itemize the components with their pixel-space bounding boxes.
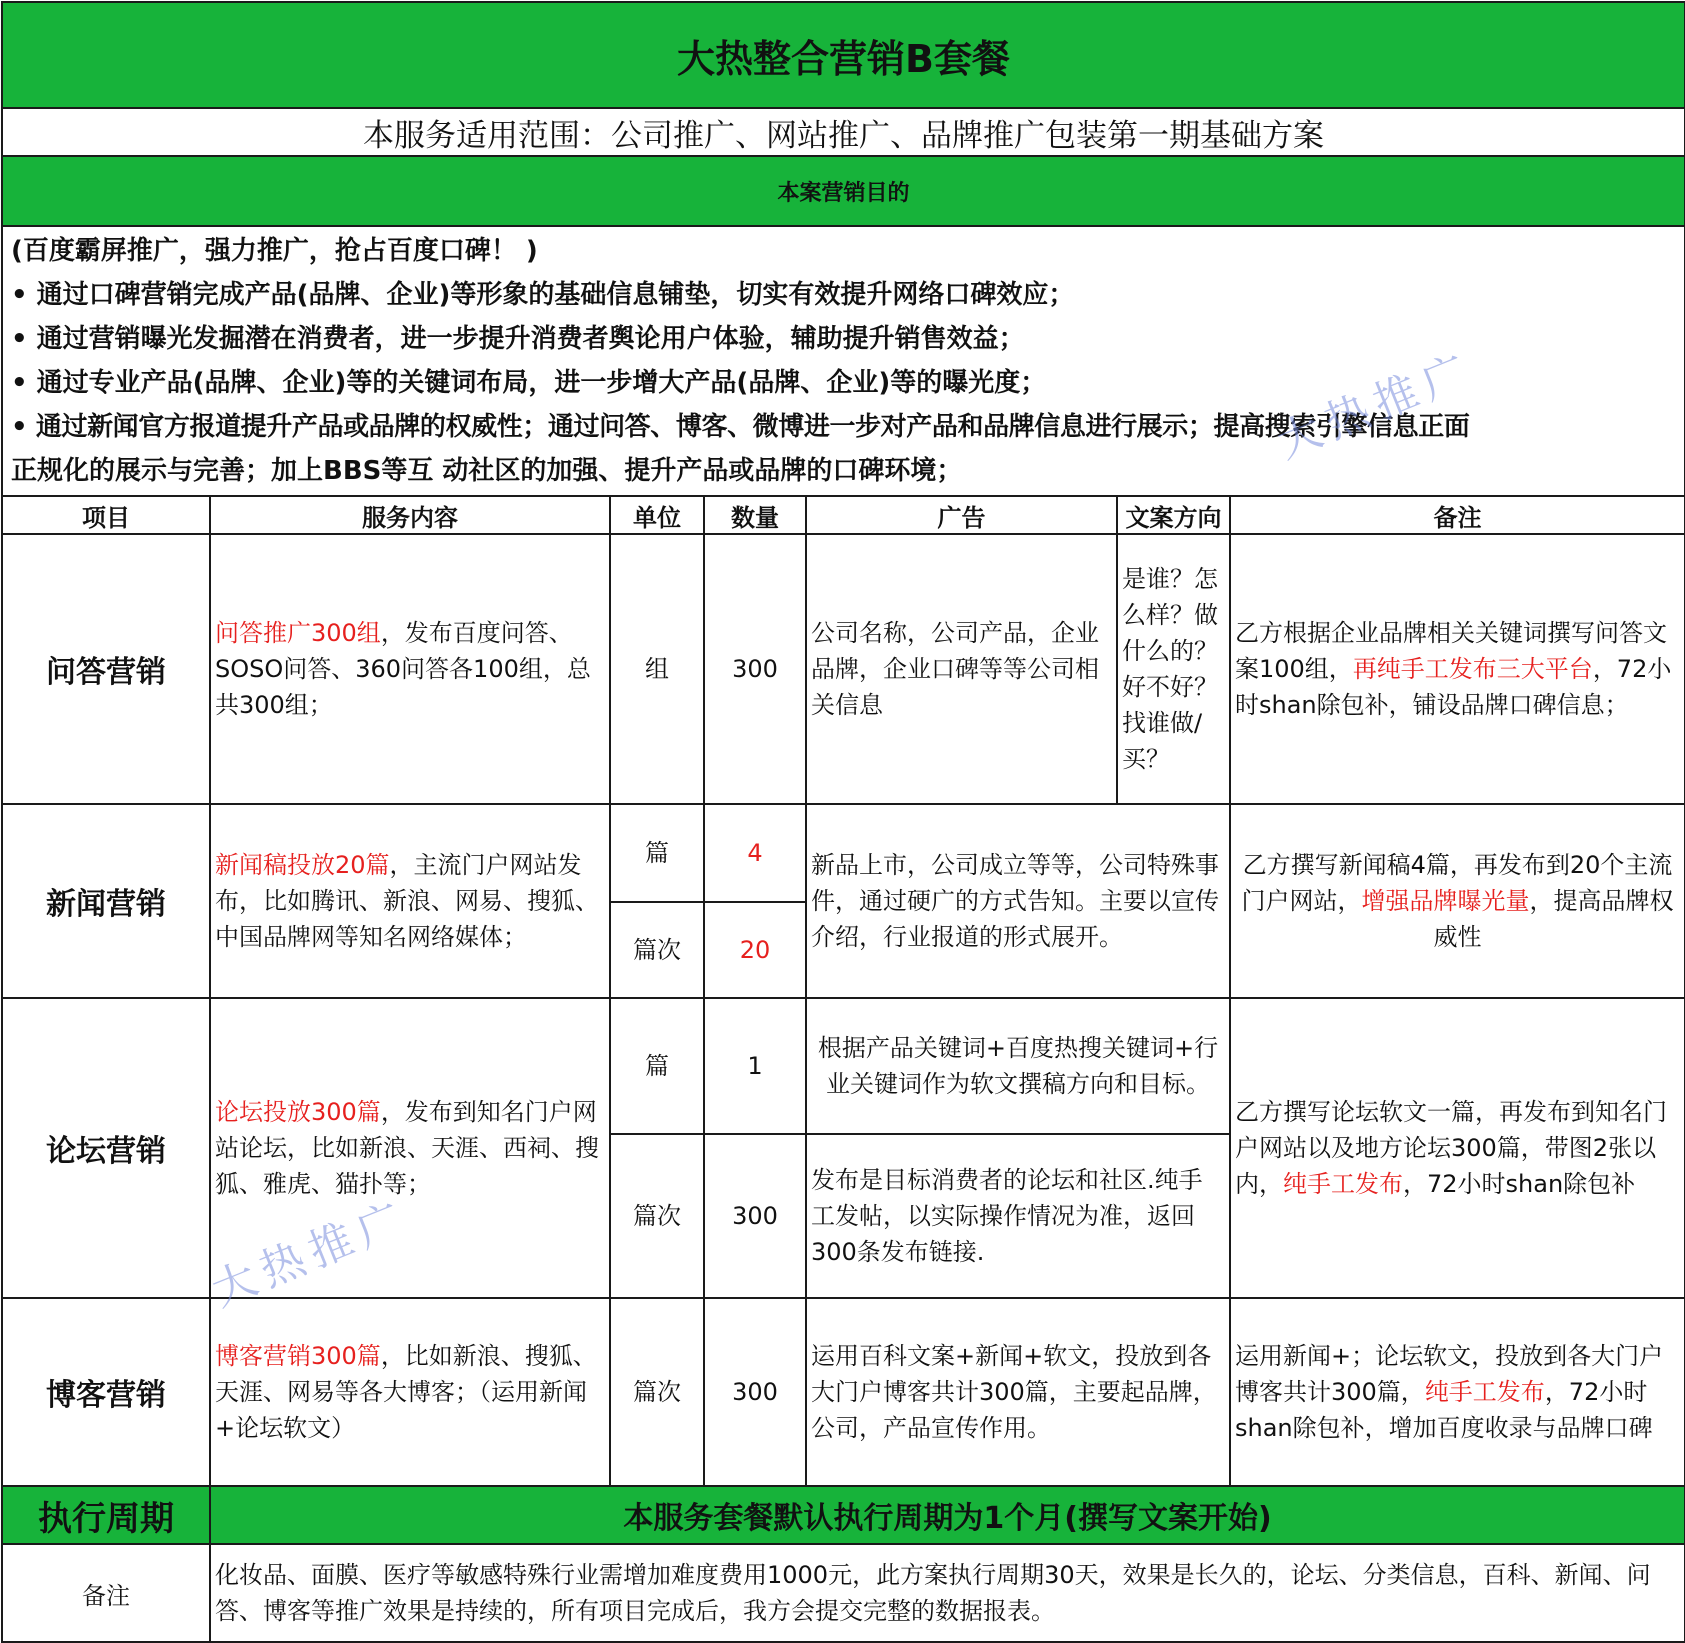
note-text: ，提高品牌权威性 (1433, 887, 1674, 951)
marketing-goals (2, 226, 1685, 496)
highlight-text: 纯手工发布 (1283, 1170, 1403, 1198)
remark-label: 备注 (2, 1544, 210, 1642)
header-item: 项目 (2, 496, 210, 534)
service-content (210, 534, 610, 804)
item-name: 论坛营销 (2, 998, 210, 1298)
highlight-text: 博客营销300篇 (215, 1342, 381, 1370)
qty-cell: 300 (704, 534, 806, 804)
ad-cell: 新品上市，公司成立等等，公司特殊事件，通过硬广的方式告知。主要以宣传介绍，行业报道的形式展开。 (806, 804, 1230, 998)
header-ad: 广告 (806, 496, 1117, 534)
ad-cell: 公司名称，公司产品，企业品牌，企业口碑等等公司相关信息 (806, 534, 1117, 804)
unit-cell: 篇 (610, 998, 704, 1134)
item-name: 新闻营销 (2, 804, 210, 998)
period-text: 本服务套餐默认执行周期为1个月(撰写文案开始) (210, 1486, 1685, 1544)
qty-cell: 4 (704, 804, 806, 902)
content-text: ，发布百度问答、SOSO问答、360问答各100组，总共300组； (215, 619, 591, 719)
item-name: 博客营销 (2, 1298, 210, 1486)
header-content: 服务内容 (210, 496, 610, 534)
header-qty: 数量 (704, 496, 806, 534)
ad-cell: 发布是目标消费者的论坛和社区.纯手工发帖，以实际操作情况为准，返回300条发布链接. (806, 1134, 1230, 1298)
header-copy: 文案方向 (1117, 496, 1230, 534)
unit-cell: 篇次 (610, 1134, 704, 1298)
goal-line: 正规化的展示与完善；加上BBS等互 动社区的加强、提升产品或品牌的口碑环境； (11, 456, 963, 486)
page-title: 大热整合营销B套餐 (2, 2, 1685, 108)
unit-cell: 篇 (610, 804, 704, 902)
period-label: 执行周期 (2, 1486, 210, 1544)
highlight-text: 问答推广300组 (215, 619, 381, 647)
goal-line: • 通过新闻官方报道提升产品或品牌的权威性；通过问答、博客、微博进一步对产品和品牌信息进行展示；提高搜索引擎信息正面 (11, 412, 1470, 442)
goal-header: 本案营销目的 (2, 156, 1685, 226)
service-content (210, 804, 610, 998)
ad-cell: 运用百科文案+新闻+软文，投放到各大门户博客共计300篇，主要起品牌，公司，产品宣传作用。 (806, 1298, 1230, 1486)
table-row-news (2, 804, 1685, 902)
header-unit: 单位 (610, 496, 704, 534)
note-cell (1230, 998, 1685, 1298)
goal-line: • 通过专业产品(品牌、企业)等的关键词布局，进一步增大产品(品牌、企业)等的曝光度； (11, 368, 1047, 398)
watermark: 大热推广 (1269, 343, 1482, 469)
header-note: 备注 (1230, 496, 1685, 534)
note-text: 乙方撰写论坛软文一篇，再发布到知名门户网站以及地方论坛300篇，带图2张以内， (1235, 1098, 1667, 1198)
goal-line: • 通过口碑营销完成产品(品牌、企业)等形象的基础信息铺垫，切实有效提升网络口碑效应； (11, 280, 1075, 310)
qty-cell: 300 (704, 1134, 806, 1298)
highlight-text: 纯手工发布 (1424, 1378, 1545, 1406)
note-text: ，72小时shan除包补，增加百度收录与品牌口碑 (1235, 1378, 1653, 1442)
unit-cell: 组 (610, 534, 704, 804)
note-text: ，72小时shan除包补，铺设品牌口碑信息； (1235, 655, 1672, 719)
table-header-row (2, 496, 1685, 534)
qty-cell: 20 (704, 902, 806, 998)
note-text: 乙方撰写新闻稿4篇，再发布到20个主流门户网站， (1241, 851, 1673, 915)
period-row (2, 1486, 1685, 1544)
highlight-text: 增强品牌曝光量 (1361, 887, 1530, 915)
note-text: 乙方根据企业品牌相关关键词撰写问答文案100组， (1235, 619, 1667, 683)
package-table (1, 1, 1685, 1643)
table-row-blog (2, 1298, 1685, 1486)
remark-text: 化妆品、面膜、医疗等敏感特殊行业需增加难度费用1000元，此方案执行周期30天，效果是长久的，论坛、分类信息，百科、新闻、问答、博客等推广效果是持续的，所有项目完成后，我方会提交完整的数据报表。 (210, 1544, 1685, 1642)
note-cell (1230, 534, 1685, 804)
watermark: 大热推广 (204, 1191, 417, 1317)
unit-cell: 篇次 (610, 1298, 704, 1486)
service-content (210, 1298, 610, 1486)
table-row-qa (2, 534, 1685, 804)
note-cell (1230, 1298, 1685, 1486)
goal-line: (百度霸屏推广，强力推广，抢占百度口碑！ ) (11, 236, 538, 266)
note-cell (1230, 804, 1685, 998)
goal-line: • 通过营销曝光发掘潜在消费者，进一步提升消费者舆论用户体验，辅助提升销售效益； (11, 324, 1025, 354)
ad-cell: 根据产品关键词+百度热搜关键词+行业关键词作为软文撰稿方向和目标。 (806, 998, 1230, 1134)
qty-cell: 1 (704, 998, 806, 1134)
note-text: ，72小时shan除包补 (1403, 1170, 1636, 1198)
content-text: ，比如新浪、搜狐、天涯、网易等各大博客；（运用新闻+论坛软文） (215, 1342, 597, 1442)
scope-text: 本服务适用范围：公司推广、网站推广、品牌推广包装第一期基础方案 (2, 108, 1685, 156)
copy-direction-cell: 是谁？怎么样？做什么的？好不好？找谁做/买？ (1117, 534, 1230, 804)
content-text: ，主流门户网站发布，比如腾讯、新浪、网易、搜狐、中国品牌网等知名网络媒体； (215, 851, 599, 951)
qty-cell: 300 (704, 1298, 806, 1486)
highlight-text: 论坛投放300篇 (215, 1098, 381, 1126)
remark-row (2, 1544, 1685, 1642)
highlight-text: 新闻稿投放20篇 (215, 851, 390, 879)
note-text: 运用新闻+；论坛软文，投放到各大门户博客共计300篇， (1235, 1342, 1664, 1406)
unit-cell: 篇次 (610, 902, 704, 998)
highlight-text: 再纯手工发布三大平台 (1352, 655, 1593, 683)
content-text: ，发布到知名门户网站论坛，比如新浪、天涯、西祠、搜狐、雅虎、猫扑等； (215, 1098, 599, 1198)
service-content (210, 998, 610, 1298)
item-name: 问答营销 (2, 534, 210, 804)
table-row-forum (2, 998, 1685, 1134)
